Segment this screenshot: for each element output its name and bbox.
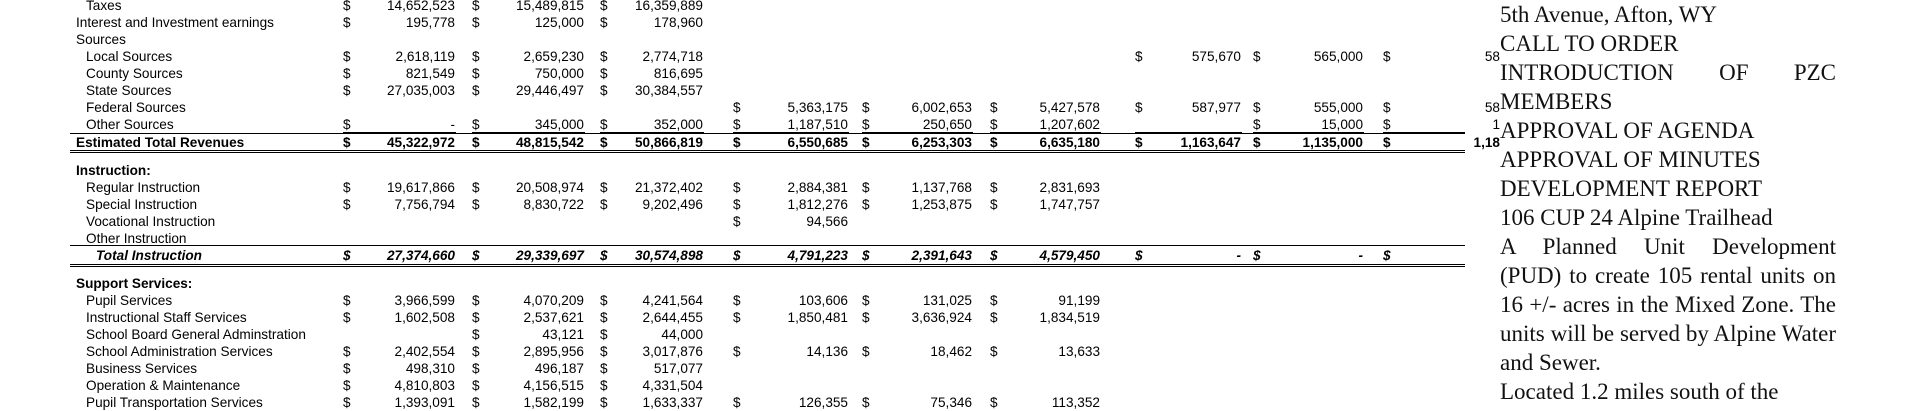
amount-cell: 587,977 — [1191, 100, 1241, 115]
amount-cell: 250,650 — [922, 117, 972, 132]
budget-row — [0, 213, 1465, 230]
amount-cell: 45,322,972 — [386, 135, 455, 150]
currency-symbol: $ — [472, 135, 480, 150]
currency-symbol: $ — [343, 378, 351, 393]
row-label: County Sources — [86, 66, 183, 81]
amount-cell: 18,462 — [930, 344, 972, 359]
amount-cell: 30,384,557 — [634, 83, 703, 98]
currency-symbol: $ — [862, 293, 870, 308]
amount-cell: 1,18 — [1473, 135, 1500, 150]
currency-symbol: $ — [733, 310, 741, 325]
amount-cell: 27,035,003 — [386, 83, 455, 98]
currency-symbol: $ — [600, 293, 608, 308]
amount-cell: - — [1236, 248, 1241, 263]
currency-symbol: $ — [472, 361, 480, 376]
currency-symbol: $ — [472, 0, 480, 13]
amount-cell: 1,834,519 — [1039, 310, 1100, 325]
amount-cell: 14,136 — [806, 344, 848, 359]
amount-cell: 1,393,091 — [394, 395, 455, 410]
currency-symbol: $ — [1253, 135, 1261, 150]
amount-cell: 345,000 — [534, 117, 584, 132]
amount-cell: 3,636,924 — [911, 310, 972, 325]
amount-cell: 1 — [1492, 117, 1500, 132]
currency-symbol: $ — [472, 327, 480, 342]
currency-symbol: $ — [343, 83, 351, 98]
amount-cell: 2,831,693 — [1039, 180, 1100, 195]
row-label: Pupil Transportation Services — [86, 395, 263, 410]
currency-symbol: $ — [1383, 49, 1391, 64]
amount-cell: 30,574,898 — [634, 248, 703, 263]
currency-symbol: $ — [600, 83, 608, 98]
budget-row — [0, 14, 1465, 31]
currency-symbol: $ — [600, 327, 608, 342]
currency-symbol: $ — [600, 15, 608, 30]
budget-row — [0, 116, 1500, 133]
currency-symbol: $ — [343, 117, 351, 132]
amount-cell: 750,000 — [534, 66, 584, 81]
amount-cell: 1,747,757 — [1039, 197, 1100, 212]
row-label: State Sources — [86, 83, 172, 98]
amount-cell: 4,579,450 — [1039, 248, 1100, 263]
amount-cell: 43,121 — [542, 327, 584, 342]
row-label: Other Sources — [86, 117, 174, 132]
agenda-paragraph: CALL TO ORDER — [1500, 31, 1679, 56]
row-label: Taxes — [86, 0, 122, 13]
amount-cell: 58 — [1484, 100, 1500, 115]
row-label: Total Instruction — [96, 248, 202, 263]
agenda-paragraph: INTRODUCTION OF PZC MEMBERS — [1500, 60, 1836, 114]
currency-symbol: $ — [343, 197, 351, 212]
amount-cell: 1,187,510 — [787, 117, 848, 132]
amount-cell: 113,352 — [1051, 395, 1100, 410]
row-label: Federal Sources — [86, 100, 186, 115]
amount-cell: 4,791,223 — [787, 248, 848, 263]
currency-symbol: $ — [733, 197, 741, 212]
budget-row — [0, 247, 1465, 264]
amount-cell: 75,346 — [930, 395, 972, 410]
currency-symbol: $ — [472, 15, 480, 30]
amount-cell: 4,331,504 — [642, 378, 703, 393]
row-label: Instruction: — [76, 163, 151, 178]
currency-symbol: $ — [862, 310, 870, 325]
amount-cell: 44,000 — [661, 327, 703, 342]
amount-cell: 15,489,815 — [515, 0, 584, 13]
rule-line — [70, 152, 1465, 153]
amount-cell: 2,895,956 — [523, 344, 584, 359]
amount-cell: 5,363,175 — [787, 100, 848, 115]
currency-symbol: $ — [990, 100, 998, 115]
currency-symbol: $ — [472, 310, 480, 325]
amount-cell: 496,187 — [534, 361, 584, 376]
budget-row — [0, 309, 1465, 326]
currency-symbol: $ — [1135, 248, 1143, 263]
currency-symbol: $ — [600, 378, 608, 393]
currency-symbol: $ — [343, 361, 351, 376]
budget-row — [0, 326, 1465, 343]
currency-symbol: $ — [1383, 248, 1391, 263]
currency-symbol: $ — [1383, 117, 1391, 132]
currency-symbol: $ — [600, 395, 608, 410]
row-label: Business Services — [86, 361, 198, 376]
amount-cell: - — [1358, 248, 1363, 263]
agenda-paragraph: Located 1.2 miles south of the — [1500, 379, 1779, 404]
budget-row — [0, 343, 1465, 360]
currency-symbol: $ — [343, 15, 351, 30]
agenda-paragraph: 5th Avenue, Afton, WY — [1500, 2, 1717, 27]
amount-cell: 1,253,875 — [911, 197, 972, 212]
amount-cell: 1,633,337 — [642, 395, 703, 410]
currency-symbol: $ — [472, 66, 480, 81]
amount-cell: 94,566 — [806, 214, 848, 229]
budget-row — [0, 99, 1500, 116]
budget-row — [0, 65, 1465, 82]
currency-symbol: $ — [733, 117, 741, 132]
amount-cell: 565,000 — [1313, 49, 1363, 64]
amount-cell: 821,549 — [405, 66, 455, 81]
budget-row — [0, 292, 1465, 309]
budget-row — [0, 48, 1500, 65]
currency-symbol: $ — [343, 344, 351, 359]
currency-symbol: $ — [472, 83, 480, 98]
amount-cell: 20,508,974 — [515, 180, 584, 195]
amount-cell: 6,002,653 — [911, 100, 972, 115]
amount-cell: 3,966,599 — [394, 293, 455, 308]
amount-cell: 3,017,876 — [642, 344, 703, 359]
amount-cell: 15,000 — [1321, 117, 1363, 132]
currency-symbol: $ — [472, 378, 480, 393]
amount-cell: 555,000 — [1313, 100, 1363, 115]
currency-symbol: $ — [600, 117, 608, 132]
rule-line — [70, 266, 1465, 267]
currency-symbol: $ — [600, 49, 608, 64]
amount-cell: 125,000 — [534, 15, 584, 30]
budget-row — [0, 82, 1465, 99]
amount-cell: 2,537,621 — [523, 310, 584, 325]
amount-cell: 6,550,685 — [787, 135, 848, 150]
currency-symbol: $ — [862, 117, 870, 132]
currency-symbol: $ — [1383, 135, 1391, 150]
currency-symbol: $ — [1135, 49, 1143, 64]
amount-cell: 1,602,508 — [394, 310, 455, 325]
amount-cell: 5,427,578 — [1039, 100, 1100, 115]
currency-symbol: $ — [343, 135, 351, 150]
currency-symbol: $ — [600, 361, 608, 376]
amount-cell: 48,815,542 — [515, 135, 584, 150]
amount-cell: 178,960 — [653, 15, 703, 30]
currency-symbol: $ — [600, 66, 608, 81]
budget-row — [0, 31, 1465, 48]
currency-symbol: $ — [472, 248, 480, 263]
amount-cell: 13,633 — [1058, 344, 1100, 359]
amount-cell: 352,000 — [653, 117, 703, 132]
currency-symbol: $ — [343, 0, 351, 13]
currency-symbol: $ — [600, 0, 608, 13]
row-label: Vocational Instruction — [86, 214, 216, 229]
amount-cell: 58 — [1484, 49, 1500, 64]
currency-symbol: $ — [472, 197, 480, 212]
currency-symbol: $ — [733, 248, 741, 263]
rule-line — [70, 245, 1465, 246]
amount-cell: 29,446,497 — [515, 83, 584, 98]
budget-row — [0, 360, 1465, 377]
currency-symbol: $ — [733, 293, 741, 308]
amount-cell: 131,025 — [922, 293, 972, 308]
currency-symbol: $ — [733, 100, 741, 115]
currency-symbol: $ — [990, 395, 998, 410]
currency-symbol: $ — [990, 248, 998, 263]
row-label: Instructional Staff Services — [86, 310, 247, 325]
currency-symbol: $ — [990, 197, 998, 212]
amount-cell: 1,137,768 — [911, 180, 972, 195]
budget-row — [0, 377, 1465, 394]
amount-cell: 16,359,889 — [634, 0, 703, 13]
currency-symbol: $ — [990, 135, 998, 150]
currency-symbol: $ — [600, 310, 608, 325]
budget-row — [0, 275, 1465, 292]
amount-cell: 4,241,564 — [642, 293, 703, 308]
currency-symbol: $ — [472, 117, 480, 132]
rule-line — [70, 150, 1465, 151]
amount-cell: 2,644,455 — [642, 310, 703, 325]
amount-cell: 4,810,803 — [394, 378, 455, 393]
currency-symbol: $ — [862, 135, 870, 150]
row-label: Local Sources — [86, 49, 173, 64]
row-label: Regular Instruction — [86, 180, 201, 195]
amount-cell: 29,339,697 — [515, 248, 584, 263]
currency-symbol: $ — [733, 214, 741, 229]
row-label: School Board General Adminstration — [86, 327, 306, 342]
amount-cell: 1,163,647 — [1180, 135, 1241, 150]
amount-cell: 1,582,199 — [523, 395, 584, 410]
currency-symbol: $ — [1253, 248, 1261, 263]
amount-cell: 6,635,180 — [1039, 135, 1100, 150]
currency-symbol: $ — [733, 135, 741, 150]
amount-cell: 19,617,866 — [386, 180, 455, 195]
currency-symbol: $ — [1253, 117, 1261, 132]
currency-symbol: $ — [1253, 100, 1261, 115]
amount-cell: 2,884,381 — [787, 180, 848, 195]
amount-cell: 50,866,819 — [634, 135, 703, 150]
currency-symbol: $ — [862, 395, 870, 410]
amount-cell: 9,202,496 — [642, 197, 703, 212]
agenda-paragraph: A Planned Unit Development (PUD) to create 105 rental units on 16 +/- acres in the Mixed Zone. The units will be served by Alpine Water and Sewer. — [1500, 234, 1836, 375]
row-label: Pupil Services — [86, 293, 173, 308]
amount-cell: 517,077 — [653, 361, 703, 376]
row-label: School Administration Services — [86, 344, 273, 359]
currency-symbol: $ — [472, 293, 480, 308]
amount-cell: 126,355 — [798, 395, 848, 410]
currency-symbol: $ — [990, 180, 998, 195]
amount-cell: 103,606 — [798, 293, 848, 308]
amount-cell: 91,199 — [1058, 293, 1100, 308]
currency-symbol: $ — [472, 344, 480, 359]
amount-cell: - — [450, 117, 455, 132]
currency-symbol: $ — [862, 344, 870, 359]
amount-cell: 2,391,643 — [911, 248, 972, 263]
amount-cell: 21,372,402 — [634, 180, 703, 195]
amount-cell: 2,774,718 — [642, 49, 703, 64]
amount-cell: 1,850,481 — [787, 310, 848, 325]
currency-symbol: $ — [1253, 49, 1261, 64]
amount-cell: 2,659,230 — [523, 49, 584, 64]
row-label: Estimated Total Revenues — [76, 135, 245, 150]
amount-cell: 1,135,000 — [1302, 135, 1363, 150]
currency-symbol: $ — [733, 180, 741, 195]
currency-symbol: $ — [733, 395, 741, 410]
amount-cell: 4,070,209 — [523, 293, 584, 308]
agenda-paragraph: 106 CUP 24 Alpine Trailhead — [1500, 205, 1773, 230]
agenda-paragraph: DEVELOPMENT REPORT — [1500, 176, 1763, 201]
currency-symbol: $ — [343, 293, 351, 308]
currency-symbol: $ — [472, 49, 480, 64]
amount-cell: 575,670 — [1191, 49, 1241, 64]
row-label: Support Services: — [76, 276, 193, 291]
currency-symbol: $ — [472, 395, 480, 410]
currency-symbol: $ — [343, 180, 351, 195]
amount-cell: 816,695 — [653, 66, 703, 81]
amount-cell: 195,778 — [405, 15, 455, 30]
rule-line — [70, 133, 1465, 134]
currency-symbol: $ — [343, 66, 351, 81]
currency-symbol: $ — [733, 344, 741, 359]
currency-symbol: $ — [990, 117, 998, 132]
rule-line — [70, 264, 1465, 265]
agenda-paragraph: APPROVAL OF MINUTES — [1500, 147, 1761, 172]
currency-symbol: $ — [600, 248, 608, 263]
currency-symbol: $ — [600, 135, 608, 150]
amount-cell: 498,310 — [405, 361, 455, 376]
currency-symbol: $ — [472, 180, 480, 195]
amount-cell: 6,253,303 — [911, 135, 972, 150]
row-label: Interest and Investment earnings — [76, 15, 274, 30]
currency-symbol: $ — [1135, 135, 1143, 150]
budget-row — [0, 394, 1465, 411]
amount-cell: 2,618,119 — [395, 49, 455, 64]
amount-cell: 4,156,515 — [523, 378, 584, 393]
budget-row — [0, 196, 1465, 213]
amount-cell: 8,830,722 — [523, 197, 584, 212]
currency-symbol: $ — [343, 395, 351, 410]
currency-symbol: $ — [600, 344, 608, 359]
meeting-agenda-text — [1500, 0, 1836, 404]
currency-symbol: $ — [600, 197, 608, 212]
currency-symbol: $ — [990, 344, 998, 359]
row-label: Operation & Maintenance — [86, 378, 241, 393]
budget-row — [0, 134, 1500, 151]
amount-cell: 1,812,276 — [787, 197, 848, 212]
amount-cell: 27,374,660 — [386, 248, 455, 263]
amount-cell: 7,756,794 — [394, 197, 455, 212]
currency-symbol: $ — [343, 248, 351, 263]
currency-symbol: $ — [990, 310, 998, 325]
row-label: Other Instruction — [86, 231, 187, 246]
currency-symbol: $ — [862, 248, 870, 263]
amount-cell: 14,652,523 — [386, 0, 455, 13]
currency-symbol: $ — [600, 180, 608, 195]
budget-row — [0, 162, 1465, 179]
currency-symbol: $ — [862, 180, 870, 195]
agenda-paragraph: APPROVAL OF AGENDA — [1500, 118, 1755, 143]
amount-cell: 1,207,602 — [1039, 117, 1100, 132]
currency-symbol: $ — [990, 293, 998, 308]
currency-symbol: $ — [862, 100, 870, 115]
row-label: Special Instruction — [86, 197, 198, 212]
currency-symbol: $ — [862, 197, 870, 212]
budget-row — [0, 0, 1465, 14]
budget-row — [0, 179, 1465, 196]
currency-symbol: $ — [343, 49, 351, 64]
currency-symbol: $ — [1135, 100, 1143, 115]
currency-symbol: $ — [1383, 100, 1391, 115]
amount-cell: 2,402,554 — [394, 344, 455, 359]
currency-symbol: $ — [343, 310, 351, 325]
row-label: Sources — [76, 32, 126, 47]
